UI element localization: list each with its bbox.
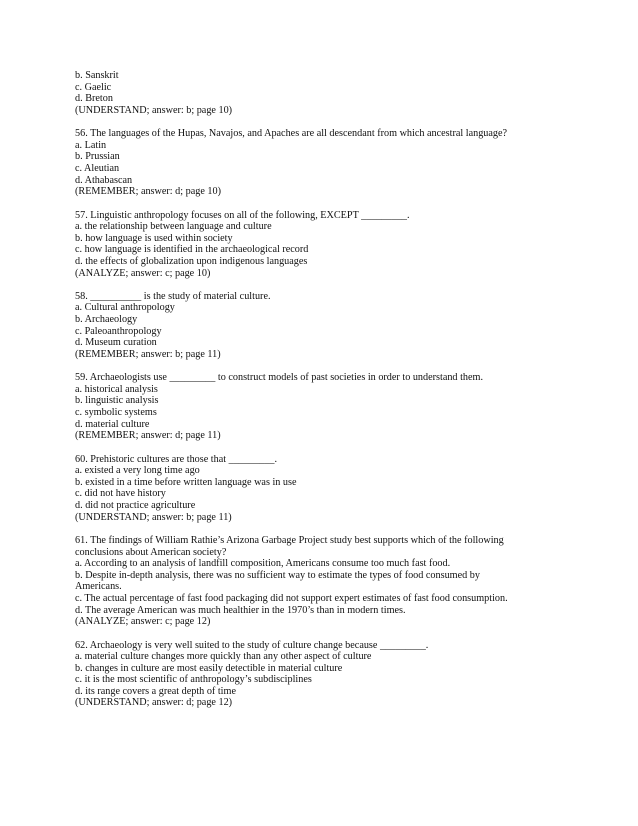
question-text: 58. __________ is the study of material culture. xyxy=(75,290,271,302)
question-text: 62. Archaeology is very well suited to the study of culture change because _________. xyxy=(75,639,429,651)
question-block xyxy=(75,70,575,116)
answer-option: b. how language is used within society xyxy=(75,232,233,244)
answer-option: a. material culture changes more quickly than any other aspect of culture xyxy=(75,651,372,663)
answer-option: d. Breton xyxy=(75,93,113,105)
answer-key: (REMEMBER; answer: b; page 11) xyxy=(75,348,221,360)
answer-option: a. Cultural anthropology xyxy=(75,302,175,314)
answer-option: d. its range covers a great depth of time xyxy=(75,685,236,697)
answer-option: b. linguistic analysis xyxy=(75,395,159,407)
question-block xyxy=(75,210,575,280)
answer-option: c. Paleoanthropology xyxy=(75,325,162,337)
answer-option: b. Archaeology xyxy=(75,314,138,326)
answer-key: (ANALYZE; answer: c; page 12) xyxy=(75,616,211,628)
answer-option: c. Aleutian xyxy=(75,162,120,174)
answer-option: d. Museum curation xyxy=(75,337,157,349)
question-text: 60. Prehistoric cultures are those that _________. xyxy=(75,453,278,465)
answer-option: d. The average American was much healthier in the 1970’s than in modern times. xyxy=(75,604,406,616)
question-block xyxy=(75,454,575,524)
question-list xyxy=(75,70,575,709)
question-block xyxy=(75,291,575,361)
answer-option: d. did not practice agriculture xyxy=(75,499,196,511)
answer-option: b. existed in a time before written language was in use xyxy=(75,476,297,488)
question-text: 59. Archaeologists use _________ to construct models of past societies in order to understand them. xyxy=(75,372,483,384)
answer-key: (UNDERSTAND; answer: b; page 11) xyxy=(75,511,232,523)
answer-option: d. the effects of globalization upon indigenous languages xyxy=(75,255,308,267)
question-text: 56. The languages of the Hupas, Navajos, and Apaches are all descendant from which ancestral language? xyxy=(75,128,508,140)
answer-option: c. did not have history xyxy=(75,488,166,500)
answer-key: (ANALYZE; answer: c; page 10) xyxy=(75,267,211,279)
answer-option: b. Sanskrit xyxy=(75,70,119,81)
question-text: 61. The findings of William Rathie’s Arizona Garbage Project study best supports which of the following xyxy=(75,534,504,546)
answer-key: (REMEMBER; answer: d; page 11) xyxy=(75,430,221,442)
answer-option: b. Despite in-depth analysis, there was no sufficient way to estimate the types of food consumed by xyxy=(75,569,480,581)
question-block xyxy=(75,640,575,710)
answer-option: c. symbolic systems xyxy=(75,407,157,419)
answer-option: a. According to an analysis of landfill composition, Americans consume too much fast food. xyxy=(75,558,451,570)
answer-option: c. Gaelic xyxy=(75,81,112,93)
answer-key: (REMEMBER; answer: d; page 10) xyxy=(75,186,221,198)
answer-option: c. The actual percentage of fast food packaging did not support expert estimates of fast food consumption. xyxy=(75,592,508,604)
question-block xyxy=(75,535,575,628)
text-line: Americans. xyxy=(75,581,122,593)
answer-option: c. it is the most scientific of anthropology’s subdisciplines xyxy=(75,674,312,686)
answer-option: a. existed a very long time ago xyxy=(75,465,200,477)
text-line: conclusions about American society? xyxy=(75,546,227,558)
answer-option: d. Athabascan xyxy=(75,174,133,186)
answer-option: d. material culture xyxy=(75,418,150,430)
answer-option: c. how language is identified in the archaeological record xyxy=(75,244,309,256)
question-block xyxy=(75,128,575,198)
answer-option: a. the relationship between language and culture xyxy=(75,221,272,233)
answer-option: a. Latin xyxy=(75,139,107,151)
question-text: 57. Linguistic anthropology focuses on all of the following, EXCEPT _________. xyxy=(75,209,410,221)
question-block xyxy=(75,372,575,442)
answer-option: b. changes in culture are most easily detectible in material culture xyxy=(75,662,343,674)
answer-option: a. historical analysis xyxy=(75,383,158,395)
answer-option: b. Prussian xyxy=(75,151,120,163)
answer-key: (UNDERSTAND; answer: b; page 10) xyxy=(75,104,233,116)
answer-key: (UNDERSTAND; answer: d; page 12) xyxy=(75,697,233,709)
